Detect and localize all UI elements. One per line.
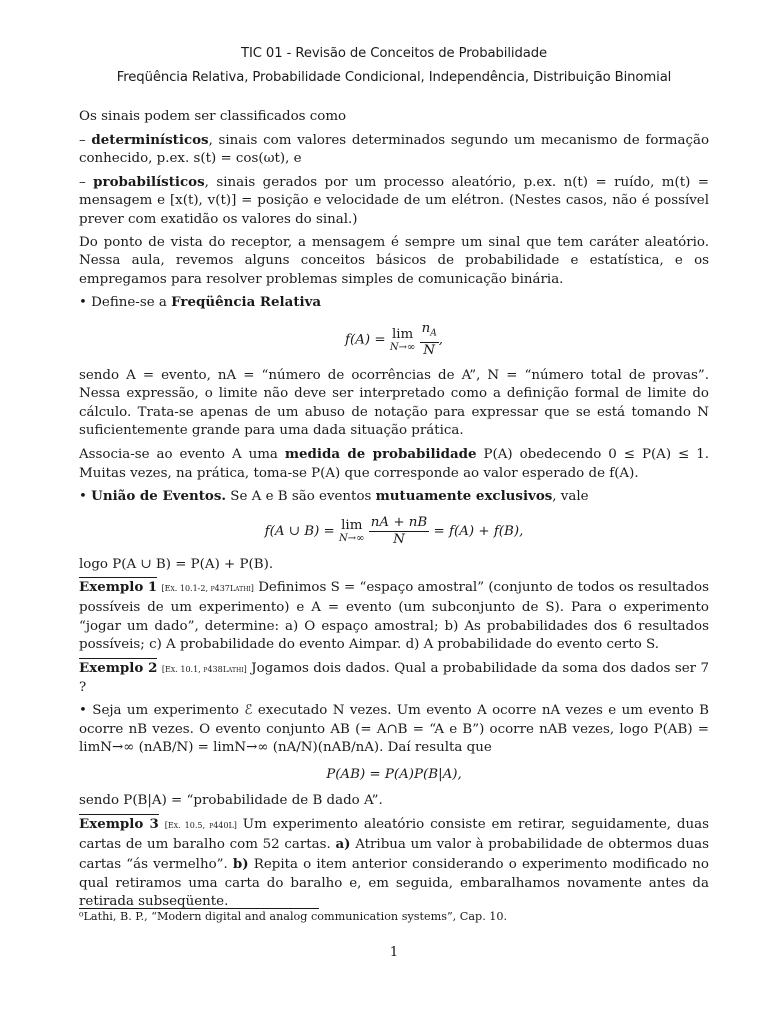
paragraph-receiver: Do ponto de vista do receptor, a mensagem é sempre um sinal que tem caráter aleatório. Nessa aula, revemos alguns conceitos básicos de probabilidade e estatística, e os empregamos para resolver problemas simples de comunicação binária. — [79, 234, 709, 287]
example-1-title: Exemplo 1 — [79, 579, 158, 596]
paragraph-probabilistic — [79, 173, 709, 230]
paragraph-intro — [79, 108, 709, 127]
eq1-limit — [390, 327, 415, 353]
paragraph-probability-measure — [79, 445, 709, 483]
eq2-lim-sub: N→∞ — [339, 533, 365, 545]
footnote: ⁰Lathi, B. P., “Modern digital and analog communication systems”, Cap. 10. — [79, 910, 508, 923]
term-probabilistic: probabilísticos — [93, 173, 205, 190]
example-2-ref: [Ex. 10.1, p438Lathi] — [161, 664, 247, 674]
equation-union — [79, 515, 709, 548]
eq2-tail: = f(A) + f(B), — [429, 523, 524, 539]
paragraph-union-result: logo P(A ∪ B) = P(A) + P(B). — [79, 556, 274, 572]
example-1-ref: [Ex. 10.1-2, p437Lathi] — [161, 584, 254, 594]
dash: – — [79, 132, 92, 148]
probabilistic-text: , sinais gerados por um processo aleatório, p.ex. n(t) = ruído, m(t) = mensagem e [x(t), v(t)] = posição e velocidade de um elétron. (Nestes casos, não é possível prever com exatidão os valores do sinal.) — [79, 174, 710, 227]
equation-conditional: P(AB) = P(A)P(B|A), — [326, 766, 462, 782]
intro-text: Os sinais podem ser classificados como — [79, 109, 347, 124]
union-rest: , vale — [552, 489, 589, 505]
eq1-tail: , — [438, 332, 443, 348]
dash: – — [79, 174, 94, 190]
bullet: • — [79, 489, 92, 505]
example-3-ref: [Ex. 10.5, p440L] — [164, 820, 237, 830]
paragraph-relative-frequency — [79, 293, 709, 313]
equation-relative-frequency — [79, 321, 709, 359]
eq1-lim: lim — [391, 326, 414, 342]
union-mid: Se A e B são eventos — [226, 489, 376, 505]
measure-rest: P(A) obedecendo 0 ≤ P(A) ≤ 1. Muitas vezes, na prática, toma-se P(A) que corresponde ao valor esperado de f(A). — [79, 446, 709, 481]
term-mutually-exclusive: mutuamente exclusivos — [375, 488, 553, 505]
example-3-item-a: a) — [335, 836, 351, 853]
example-3-item-b: b) — [232, 856, 249, 873]
eq1-lim-sub: N→∞ — [389, 341, 416, 353]
paragraph-joint-event: • Seja um experimento ℰ executado N vezes. Um evento A ocorre nA vezes e um evento B ocorre nB vezes. O evento conjunto AB (= A∩B = “A e B”) ocorre nAB vezes, logo P(AB) = limN→∞ (nAB/N) = limN→∞ (nA/N)(nAB/nA). Daí resulta que — [79, 702, 709, 756]
eq2-fraction — [369, 515, 430, 548]
document-body — [79, 108, 709, 916]
example-2-text: Jogamos dois dados. Qual a probabilidade da soma dos dados ser 7 ? — [79, 660, 709, 696]
eq2-num: nA + nB — [370, 514, 428, 530]
bullet-text: • Define-se a — [79, 295, 172, 311]
measure-pre: Associa-se ao evento A uma — [79, 446, 285, 462]
term-union: União de Eventos. — [91, 488, 227, 505]
term-probability-measure: medida de probabilidade — [284, 445, 477, 462]
example-1 — [79, 578, 709, 654]
deterministic-text: , sinais com valores determinados segundo um mecanismo de formação conhecido, p.ex. s(t) = cos(ωt), e — [79, 132, 710, 167]
example-3-title: Exemplo 3 — [79, 815, 159, 832]
eq2-limit — [339, 518, 364, 544]
page-number: 1 — [389, 945, 399, 960]
example-2-title: Exemplo 2 — [79, 659, 158, 676]
eq1-num-sub: A — [430, 328, 437, 339]
example-3-text3: Repita o item anterior considerando o experimento modificado no qual retiramos uma carta do baralho e, em seguida, embaralhamos novamente antes da retirada subseqüente. — [79, 857, 709, 910]
document-subtitle: Freqüência Relativa, Probabilidade Condicional, Independência, Distribuição Binomial — [116, 70, 672, 85]
example-1-text: Definimos S = “espaço amostral” (conjunto de todos os resultados possíveis de um experimento) e A = evento (um subconjunto de S). Para o experimento “jogar um dado”, determine: a) O espaço amostral; b) As probabilidades dos 6 resultados possíveis; c) A probabilidade do evento Aimpar. d) A probabilidade do evento certo S. — [79, 580, 709, 653]
paragraph-definition: sendo A = evento, nA = “número de ocorrências de A”, N = “número total de provas”. Nessa expressão, o limite não deve ser interpretado como a definição formal de limite do cálculo. Trata-se apenas de um abuso de notação para expressar que se está tomando N suficientemente grande para uma dada situação prática. — [79, 367, 709, 439]
paragraph-conditional-def: sendo P(B|A) = “probabilidade de B dado A”. — [79, 793, 383, 809]
eq2-lhs: f(A ∪ B) = — [264, 523, 340, 539]
example-2 — [79, 659, 709, 698]
eq2-lim: lim — [341, 518, 363, 534]
term-deterministic: determinísticos — [91, 131, 209, 148]
example-3 — [79, 815, 709, 912]
eq1-num: n — [421, 320, 431, 336]
example-3-text2: Atribua um valor à probabilidade de obtermos duas cartas “ás vermelho”. — [79, 837, 709, 873]
example-3-text1: Um experimento aleatório consiste em retirar, seguidamente, duas cartas de um baralho com 52 cartas. — [79, 816, 709, 853]
eq1-lhs: f(A) = — [345, 332, 390, 348]
paragraph-union — [79, 487, 709, 507]
term-relative-frequency: Freqüência Relativa — [171, 294, 322, 311]
eq1-den: N — [423, 342, 435, 358]
eq1-fraction — [420, 321, 439, 359]
document-title: TIC 01 - Revisão de Conceitos de Probabilidade — [240, 46, 548, 61]
eq2-den: N — [393, 531, 405, 547]
paragraph-deterministic — [79, 131, 709, 169]
footnote-rule — [79, 908, 319, 909]
